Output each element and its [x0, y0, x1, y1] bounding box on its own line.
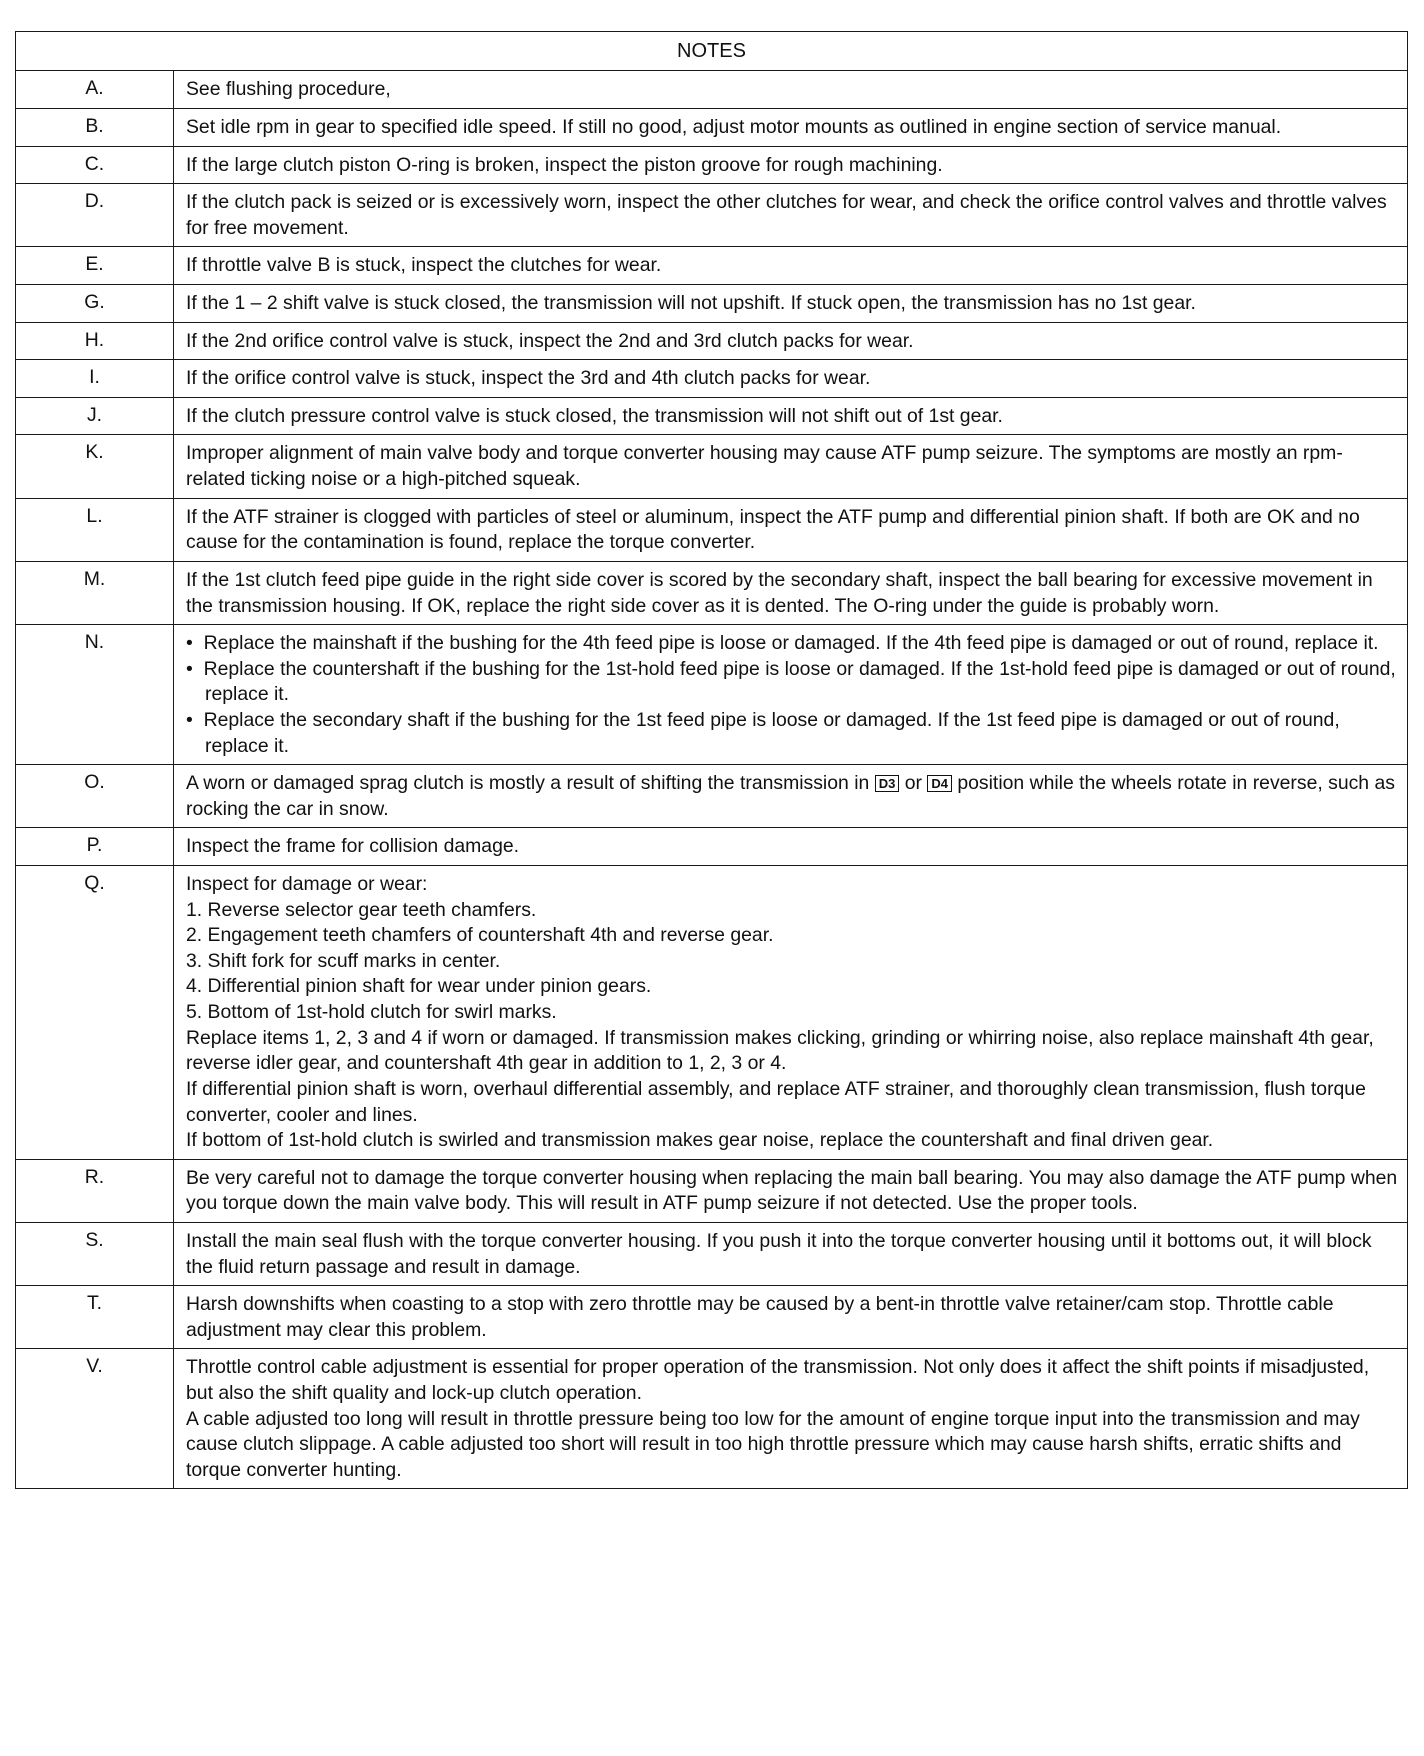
- d3-position-symbol: D3: [875, 775, 900, 792]
- note-row-o: [16, 765, 1408, 828]
- note-letter: B.: [16, 109, 174, 147]
- note-letter: S.: [16, 1222, 174, 1285]
- note-paragraph: Throttle control cable adjustment is essential for proper operation of the transmission. Not only does it affect the shift points if misadjusted, but also the shift quality and lock-up clutch operation.: [186, 1356, 1370, 1404]
- note-paragraph: If differential pinion shaft is worn, overhaul differential assembly, and replace ATF strainer, and thoroughly clean transmission, flush torque converter, cooler and lines.: [186, 1077, 1366, 1126]
- note-row: [16, 71, 1408, 109]
- note-row: [16, 247, 1408, 285]
- note-row: [16, 146, 1408, 184]
- note-letter: M.: [16, 561, 174, 624]
- note-text: Inspect the frame for collision damage.: [174, 828, 1408, 866]
- numbered-item: 3. Shift fork for scuff marks in center.: [186, 949, 501, 972]
- note-text: If the 1 – 2 shift valve is stuck closed, the transmission will not upshift. If stuck open, the transmission has no 1st gear.: [174, 285, 1408, 323]
- numbered-item: 4. Differential pinion shaft for wear under pinion gears.: [186, 975, 652, 998]
- note-row: [16, 1222, 1408, 1285]
- note-letter: H.: [16, 322, 174, 360]
- note-letter: J.: [16, 397, 174, 435]
- note-text: If the clutch pack is seized or is excessively worn, inspect the other clutches for wear, and check the orifice control valves and throttle valves for free movement.: [174, 184, 1408, 247]
- note-letter: N.: [16, 625, 174, 765]
- note-text: See flushing procedure,: [174, 71, 1408, 109]
- note-text: Harsh downshifts when coasting to a stop with zero throttle may be caused by a bent-in throttle valve retainer/cam stop. Throttle cable adjustment may clear this problem.: [174, 1286, 1408, 1349]
- note-row: [16, 184, 1408, 247]
- note-letter: G.: [16, 285, 174, 323]
- note-row-q: [16, 866, 1408, 1160]
- note-row: [16, 397, 1408, 435]
- note-text: Set idle rpm in gear to specified idle speed. If still no good, adjust motor mounts as outlined in engine section of service manual.: [174, 109, 1408, 147]
- numbered-item: 5. Bottom of 1st-hold clutch for swirl marks.: [186, 1001, 557, 1024]
- bullet-item: • Replace the mainshaft if the bushing for the 4th feed pipe is loose or damaged. If the 4th feed pipe is damaged or out of round, replace it.: [186, 632, 1379, 655]
- note-text: Install the main seal flush with the torque converter housing. If you push it into the torque converter housing until it bottoms out, it will block the fluid return passage and result in damage.: [174, 1222, 1408, 1285]
- note-row: [16, 285, 1408, 323]
- numbered-list: [186, 898, 1399, 1026]
- note-letter: R.: [16, 1159, 174, 1222]
- note-letter: K.: [16, 435, 174, 498]
- note-row: [16, 322, 1408, 360]
- note-letter: O.: [16, 765, 174, 828]
- note-paragraph: A cable adjusted too long will result in throttle pressure being too low for the amount of engine torque input into the transmission and may cause clutch slippage. A cable adjusted too short will result in too high throttle pressure which may cause harsh shifts, erratic shifts and torque converter hunting.: [186, 1407, 1360, 1481]
- notes-table: [15, 31, 1408, 1489]
- note-row: [16, 1286, 1408, 1349]
- note-text: A worn or damaged sprag clutch is mostly a result of shifting the transmission in D3 or D4 position while the wheels rotate in reverse, such as rocking the car in snow.: [174, 765, 1408, 828]
- note-letter: L.: [16, 498, 174, 561]
- numbered-item: 1. Reverse selector gear teeth chamfers.: [186, 898, 537, 921]
- note-letter: C.: [16, 146, 174, 184]
- note-intro: Inspect for damage or wear:: [186, 873, 428, 896]
- note-letter: Q.: [16, 866, 174, 1160]
- note-row: [16, 828, 1408, 866]
- note-row: [16, 498, 1408, 561]
- note-text: If the clutch pressure control valve is stuck closed, the transmission will not shift out of 1st gear.: [174, 397, 1408, 435]
- bullet-item: • Replace the countershaft if the bushing for the 1st-hold feed pipe is loose or damaged. If the 1st-hold feed pipe is damaged or out of round, replace it.: [186, 657, 1396, 706]
- note-row: [16, 109, 1408, 147]
- note-letter: P.: [16, 828, 174, 866]
- note-text: Improper alignment of main valve body and torque converter housing may cause ATF pump seizure. The symptoms are mostly an rpm-related ticking noise or a high-pitched squeak.: [174, 435, 1408, 498]
- note-letter: T.: [16, 1286, 174, 1349]
- note-row-n: [16, 625, 1408, 765]
- note-text: If the 1st clutch feed pipe guide in the right side cover is scored by the secondary shaft, inspect the ball bearing for excessive movement in the transmission housing. If OK, replace the right side cover as it is dented. The O-ring under the guide is probably worn.: [174, 561, 1408, 624]
- bullet-item: • Replace the secondary shaft if the bushing for the 1st feed pipe is loose or damaged. If the 1st feed pipe is damaged or out of round, replace it.: [186, 708, 1340, 757]
- bullet-list: [186, 631, 1399, 759]
- note-row: [16, 1159, 1408, 1222]
- numbered-item: 2. Engagement teeth chamfers of countershaft 4th and reverse gear.: [186, 924, 774, 947]
- note-text: If the ATF strainer is clogged with particles of steel or aluminum, inspect the ATF pump and differential pinion shaft. If both are OK and no cause for the contamination is found, replace the torque converter.: [174, 498, 1408, 561]
- note-text: Be very careful not to damage the torque converter housing when replacing the main ball bearing. You may also damage the ATF pump when you torque down the main valve body. This will result in ATF pump seizure if not detected. Use the proper tools.: [174, 1159, 1408, 1222]
- note-text: If the large clutch piston O-ring is broken, inspect the piston groove for rough machining.: [174, 146, 1408, 184]
- note-row-v: [16, 1349, 1408, 1489]
- d4-position-symbol: D4: [927, 775, 952, 792]
- note-letter: I.: [16, 360, 174, 398]
- note-text: If throttle valve B is stuck, inspect the clutches for wear.: [174, 247, 1408, 285]
- note-row: [16, 360, 1408, 398]
- note-text: If the orifice control valve is stuck, inspect the 3rd and 4th clutch packs for wear.: [174, 360, 1408, 398]
- note-letter: D.: [16, 184, 174, 247]
- note-row: [16, 435, 1408, 498]
- note-text: If the 2nd orifice control valve is stuck, inspect the 2nd and 3rd clutch packs for wear.: [174, 322, 1408, 360]
- header-row: [16, 32, 1408, 71]
- note-paragraph: Replace items 1, 2, 3 and 4 if worn or damaged. If transmission makes clicking, grinding or whirring noise, also replace mainshaft 4th gear, reverse idler gear, and countershaft 4th gear in addition to 1, 2, 3 or 4.: [186, 1026, 1374, 1075]
- note-letter: V.: [16, 1349, 174, 1489]
- note-row: [16, 561, 1408, 624]
- note-letter: E.: [16, 247, 174, 285]
- note-paragraph: If bottom of 1st-hold clutch is swirled and transmission makes gear noise, replace the countershaft and final driven gear.: [186, 1129, 1214, 1152]
- note-letter: A.: [16, 71, 174, 109]
- notes-title: NOTES: [16, 32, 1408, 71]
